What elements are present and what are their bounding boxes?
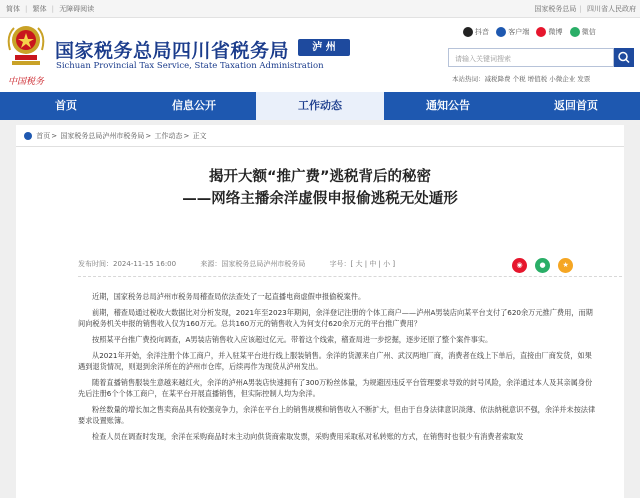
traditional-link[interactable]: 繁体: [32, 5, 47, 13]
article-title: 揭开大额“推广费”逃税背后的秘密: [208, 169, 432, 185]
paragraph: 前期，稽查局通过税收大数据比对分析发现，2021年至2023年期间，余洋登记注册的个体工商户——泸州A男装店向某平台支付了620余万元推广费用，而期间向税务机关申报的销售收入仅为160万元。总共160万元的销售收入为何支付620余万元的平台推广费用？: [78, 308, 593, 328]
paragraph: 从2021年开始，余洋注册个体工商户，并入驻某平台进行线上服装销售。余洋的货源来自广州、武汉两地厂商，消费者在线上下单后，直接由厂商发货，如果遇到退货情况，则退到余洋所在的泸州市仓库，后续再作为现货从泸州发出。: [78, 351, 592, 371]
paragraph: 随着直播销售服装生意越来越红火，余洋的泸州A男装店快速拥有了300万粉丝体量，为规避因违反平台管理要求导致的封号风险，余洋通过本人及其亲属身份先后注册6个个体工商户，在某平台开展直播销售，但实际控制人均为余洋。: [78, 378, 593, 398]
breadcrumb-section[interactable]: 工作动态: [154, 132, 183, 140]
nav-work-news[interactable]: 工作动态: [256, 92, 384, 120]
app-link[interactable]: 客户端: [496, 27, 529, 37]
weibo-share-icon[interactable]: ◉: [512, 258, 527, 273]
city-badge: 泸 州: [298, 39, 350, 56]
font-size-options[interactable]: 字号：[ 大 | 中 | 小 ]: [329, 260, 396, 268]
divider: [16, 146, 624, 147]
wechat-share-icon[interactable]: ●: [535, 258, 550, 273]
article-panel: [16, 125, 624, 498]
search-button[interactable]: [614, 48, 634, 67]
site-title[interactable]: 国家税务总局四川省税务局: [55, 40, 290, 62]
douyin-link[interactable]: 抖音: [463, 27, 489, 37]
paragraph: 粉丝数量的增长加之售卖商品具有较强竞争力，余洋在平台上的销售规模和销售收入不断扩大，但由于自身法律意识淡薄、依法纳税意识不强，余洋并未按法律要求设置账簿。: [78, 405, 596, 425]
douyin-icon: [463, 27, 473, 37]
weibo-link[interactable]: 微博: [536, 27, 562, 37]
sichuan-gov-link[interactable]: 四川省人民政府: [587, 5, 636, 13]
search-input[interactable]: 请输入关键词搜索: [448, 48, 614, 67]
article-source: 来源：国家税务总局泸州市税务局: [200, 260, 306, 268]
svg-text:中国税务: 中国税务: [7, 77, 45, 86]
main-nav: [0, 92, 640, 120]
home-icon: [24, 132, 32, 140]
accessibility-link[interactable]: 无障碍阅读: [59, 5, 95, 13]
top-bar: 简体 | 繁体 | 无障碍阅读 国家税务总局 | 四川省人民政府: [0, 0, 640, 18]
site-header: [0, 18, 640, 92]
social-links: [463, 27, 601, 37]
hot-search-terms[interactable]: 本站热词：减税降费 个税 增值税 小微企业 发票: [452, 75, 591, 83]
article-subtitle: ——网络主播余洋虚假申报偷逃税无处遁形: [182, 191, 458, 207]
qzone-share-icon[interactable]: ★: [558, 258, 573, 273]
tax-emblem-icon: [6, 24, 46, 70]
weibo-icon: [536, 27, 546, 37]
share-buttons: [509, 252, 573, 273]
paragraph: 近期，国家税务总局泸州市税务局稽查局依法查处了一起直播电商虚假申报偷税案件。: [92, 292, 366, 301]
article-body: [78, 291, 596, 447]
phone-icon: [496, 27, 506, 37]
breadcrumb: 首页> 国家税务总局泸州市税务局> 工作动态> 正文: [24, 131, 207, 141]
nav-home[interactable]: 首页: [55, 99, 77, 112]
simplified-link[interactable]: 简体: [6, 5, 20, 13]
breadcrumb-home[interactable]: 首页: [36, 132, 51, 140]
breadcrumb-current: 正文: [192, 132, 207, 140]
paragraph: 检查人员在调查时发现，余洋在采购商品时未主动向供货商索取发票，采购费用采取私对私转账的方式，在销售时也很少有消费者索取发: [92, 432, 524, 441]
breadcrumb-bureau[interactable]: 国家税务总局泸州市税务局: [60, 132, 145, 140]
wechat-icon: [570, 27, 580, 37]
wechat-link[interactable]: 微信: [570, 27, 596, 37]
china-tax-logo: [6, 74, 46, 86]
nav-back-home[interactable]: 返回首页: [554, 99, 598, 112]
site-subtitle: Sichuan Provincial Tax Service, State Taxation Administration: [56, 61, 324, 71]
paragraph: 按照某平台推广费投向调查，A男装店销售收入应该超过亿元。带着这个线索，稽查局进一步挖掘，逐步还原了整个案件事实。: [92, 335, 493, 344]
search-icon: [614, 48, 634, 67]
article-meta: [78, 237, 622, 277]
publish-date: 发布时间：2024-11-15 16:00: [78, 260, 177, 268]
nav-info-disclosure[interactable]: 信息公开: [172, 99, 216, 112]
sta-link[interactable]: 国家税务总局: [534, 5, 577, 13]
nav-notices[interactable]: 通知公告: [426, 99, 470, 112]
